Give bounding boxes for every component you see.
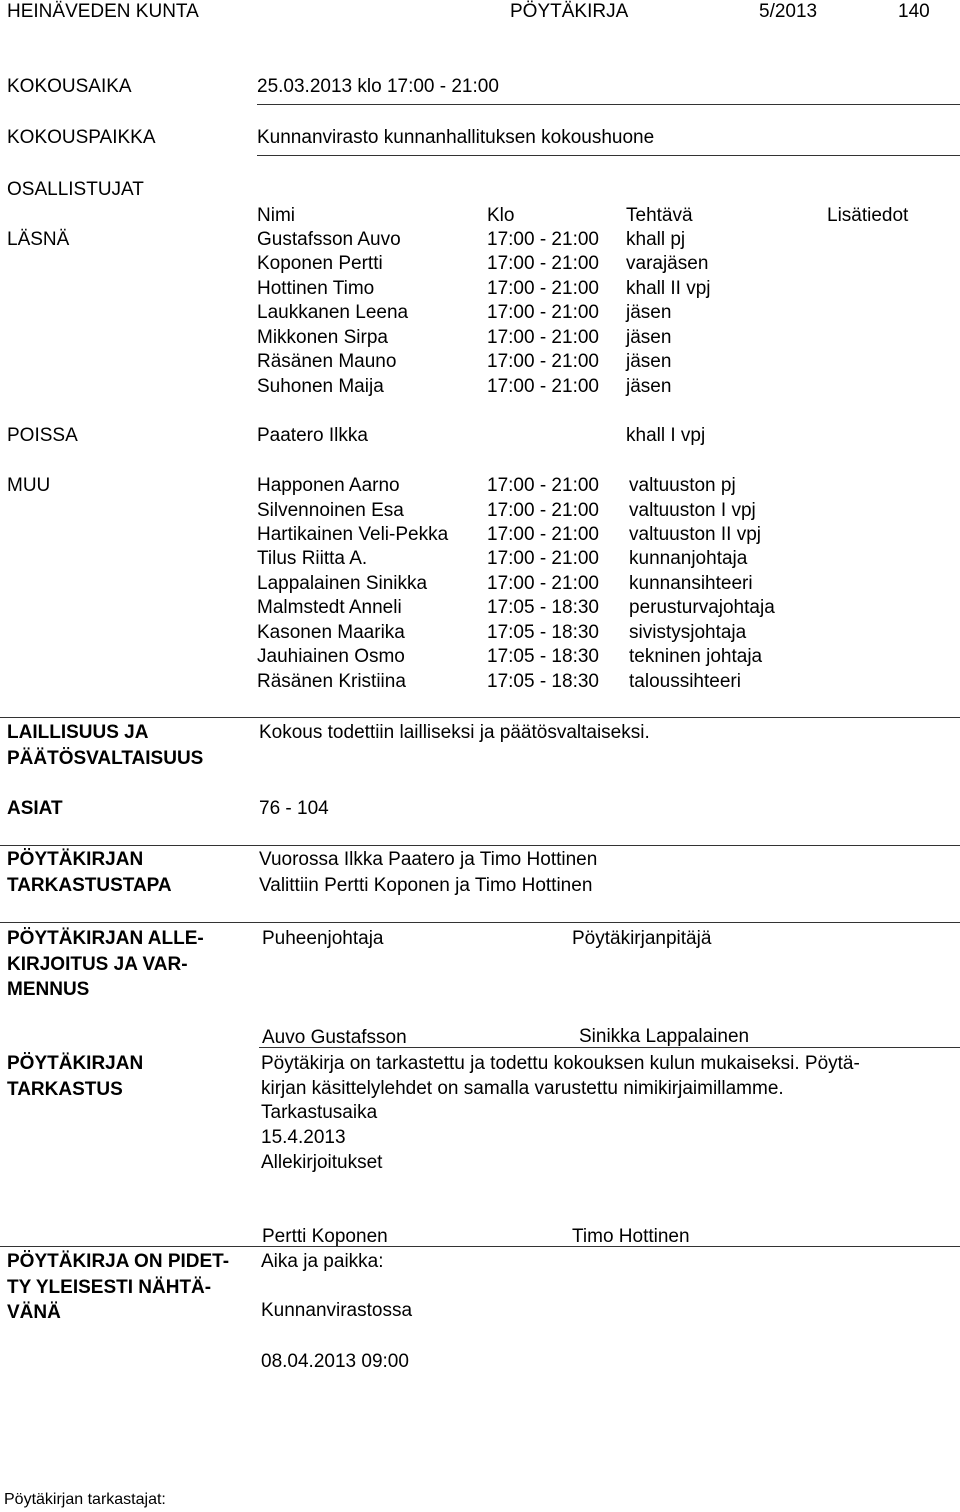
review-label-line2: TARKASTUS	[7, 1079, 123, 1100]
divider	[0, 845, 960, 846]
participant-time: 17:05 - 18:30	[487, 622, 599, 643]
public-display-place-value: Kunnanvirastossa	[261, 1300, 413, 1321]
participant-time: 17:05 - 18:30	[487, 597, 599, 618]
review-method-label-line2: TARKASTUSTAPA	[7, 875, 172, 896]
participant-time: 17:00 - 21:00	[487, 327, 599, 348]
review-line2: kirjan käsittelylehdet on samalla varustettu nimikirjaimillamme.	[261, 1078, 784, 1099]
col-header-role: Tehtävä	[626, 205, 693, 226]
participant-role: valtuuston pj	[629, 475, 736, 496]
other-label: MUU	[7, 475, 51, 496]
items-label: ASIAT	[7, 798, 63, 819]
participant-name: Lappalainen Sinikka	[257, 573, 428, 594]
secretary-name: Sinikka Lappalainen	[579, 1026, 750, 1047]
participant-role: valtuuston II vpj	[629, 524, 762, 545]
divider	[0, 1246, 960, 1247]
participant-role: jäsen	[626, 302, 672, 323]
header-municipality: HEINÄVEDEN KUNTA	[7, 1, 199, 22]
participant-time: 17:00 - 21:00	[487, 524, 599, 545]
participant-name: Mikkonen Sirpa	[257, 327, 388, 348]
participant-role: valtuuston I vpj	[629, 500, 756, 521]
review-time-value: 15.4.2013	[261, 1127, 346, 1148]
participant-role: varajäsen	[626, 253, 709, 274]
participant-name: Hartikainen Veli-Pekka	[257, 524, 449, 545]
participant-role: jäsen	[626, 327, 672, 348]
secretary-title: Pöytäkirjanpitäjä	[572, 928, 712, 949]
public-display-place-label: Aika ja paikka:	[261, 1251, 384, 1272]
participant-time: 17:00 - 21:00	[487, 475, 599, 496]
public-display-datetime: 08.04.2013 09:00	[261, 1351, 409, 1372]
meeting-place-value: Kunnanvirasto kunnanhallituksen kokoushuone	[257, 127, 655, 148]
review-time-label: Tarkastusaika	[261, 1102, 378, 1123]
public-display-label-line1: PÖYTÄKIRJA ON PIDET-	[7, 1251, 230, 1272]
signing-label-line1: PÖYTÄKIRJAN ALLE-	[7, 928, 204, 949]
items-value: 76 - 104	[259, 798, 329, 819]
participant-time: 17:05 - 18:30	[487, 646, 599, 667]
divider	[257, 104, 960, 105]
participant-name: Laukkanen Leena	[257, 302, 409, 323]
divider	[257, 155, 960, 156]
reviewer-1-name: Pertti Koponen	[262, 1226, 388, 1247]
meeting-time-value: 25.03.2013 klo 17:00 - 21:00	[257, 76, 499, 97]
participant-role: khall pj	[626, 229, 686, 250]
participant-name: Jauhiainen Osmo	[257, 646, 405, 667]
participant-time: 17:00 - 21:00	[487, 253, 599, 274]
participant-name: Gustafsson Auvo	[257, 229, 401, 250]
absent-name: Paatero Ilkka	[257, 425, 368, 446]
public-display-label-line2: TY YLEISESTI NÄHTÄ-	[7, 1277, 212, 1298]
participant-time: 17:00 - 21:00	[487, 229, 599, 250]
participant-role: khall II vpj	[626, 278, 711, 299]
participants-label: OSALLISTUJAT	[7, 179, 144, 200]
participant-time: 17:00 - 21:00	[487, 500, 599, 521]
chair-title: Puheenjohtaja	[262, 928, 384, 949]
header-page-number: 140	[898, 1, 930, 22]
review-method-label-line1: PÖYTÄKIRJAN	[7, 849, 144, 870]
participant-time: 17:00 - 21:00	[487, 351, 599, 372]
meeting-time-label: KOKOUSAIKA	[7, 76, 132, 97]
meeting-place-label: KOKOUSPAIKKA	[7, 127, 156, 148]
absent-label: POISSA	[7, 425, 78, 446]
legality-label-line2: PÄÄTÖSVALTAISUUS	[7, 748, 204, 769]
participant-name: Suhonen Maija	[257, 376, 384, 397]
review-line1: Pöytäkirja on tarkastettu ja todettu kokouksen kulun mukaiseksi. Pöytä-	[261, 1053, 860, 1074]
footer-reviewers-label: Pöytäkirjan tarkastajat:	[4, 1491, 166, 1508]
signing-label-line2: KIRJOITUS JA VAR-	[7, 954, 188, 975]
participant-role: kunnansihteeri	[629, 573, 753, 594]
participant-name: Kasonen Maarika	[257, 622, 405, 643]
review-method-line1: Vuorossa Ilkka Paatero ja Timo Hottinen	[259, 849, 598, 870]
participant-time: 17:00 - 21:00	[487, 573, 599, 594]
participant-name: Happonen Aarno	[257, 475, 400, 496]
review-label-line1: PÖYTÄKIRJAN	[7, 1053, 144, 1074]
review-method-line2: Valittiin Pertti Koponen ja Timo Hottinen	[259, 875, 593, 896]
header-doc-number: 5/2013	[759, 1, 818, 22]
reviewer-2-name: Timo Hottinen	[572, 1226, 690, 1247]
participant-role: sivistysjohtaja	[629, 622, 747, 643]
participant-name: Koponen Pertti	[257, 253, 383, 274]
participant-time: 17:05 - 18:30	[487, 671, 599, 692]
review-signatures-label: Allekirjoitukset	[261, 1152, 383, 1173]
header-doc-type: PÖYTÄKIRJA	[510, 1, 629, 22]
participant-time: 17:00 - 21:00	[487, 376, 599, 397]
divider	[0, 922, 960, 923]
participant-name: Hottinen Timo	[257, 278, 375, 299]
participant-role: perusturvajohtaja	[629, 597, 775, 618]
participant-role: taloussihteeri	[629, 671, 741, 692]
participant-time: 17:00 - 21:00	[487, 548, 599, 569]
legality-label-line1: LAILLISUUS JA	[7, 722, 149, 743]
divider	[0, 717, 960, 718]
col-header-time: Klo	[487, 205, 515, 226]
participant-name: Räsänen Kristiina	[257, 671, 406, 692]
legality-text: Kokous todettiin lailliseksi ja päätösvaltaiseksi.	[259, 722, 650, 743]
participant-name: Räsänen Mauno	[257, 351, 397, 372]
participant-time: 17:00 - 21:00	[487, 278, 599, 299]
public-display-label-line3: VÄNÄ	[7, 1302, 61, 1323]
participant-role: tekninen johtaja	[629, 646, 763, 667]
absent-role: khall I vpj	[626, 425, 706, 446]
participant-role: jäsen	[626, 351, 672, 372]
divider	[259, 1047, 960, 1048]
participant-role: kunnanjohtaja	[629, 548, 748, 569]
participant-name: Tilus Riitta A.	[257, 548, 368, 569]
chair-name: Auvo Gustafsson	[262, 1027, 407, 1048]
signing-label-line3: MENNUS	[7, 979, 90, 1000]
present-label: LÄSNÄ	[7, 229, 70, 250]
col-header-notes: Lisätiedot	[827, 205, 909, 226]
participant-role: jäsen	[626, 376, 672, 397]
participant-time: 17:00 - 21:00	[487, 302, 599, 323]
participant-name: Silvennoinen Esa	[257, 500, 404, 521]
participant-name: Malmstedt Anneli	[257, 597, 402, 618]
col-header-name: Nimi	[257, 205, 295, 226]
